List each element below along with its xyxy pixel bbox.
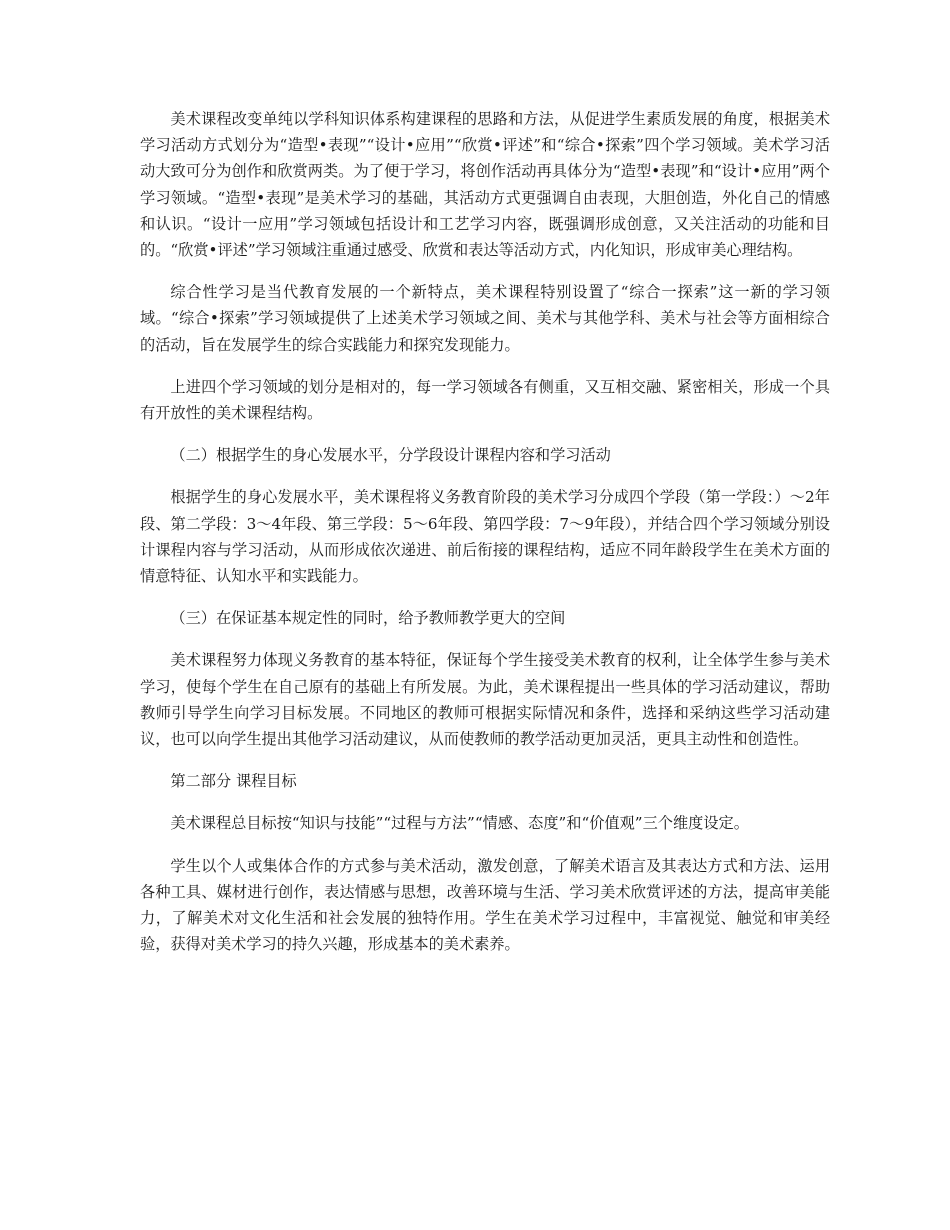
paragraph-student-goals: 学生以个人或集体合作的方式参与美术活动，激发创意，了解美术语言及其表达方式和方法、运用各种工具、媒材进行创作，表达情感与思想，改善环境与生活、学习美术欣赏评述的方法，提高审美能力，了解美术对文化生活和社会发展的独特作用。学生在美术学习过程中，丰富视觉、触觉和审美经验，获得对美术学习的持久兴趣，形成基本的美术素养。 <box>140 856 830 954</box>
document-page <box>140 106 830 973</box>
paragraph-teacher-space: 美术课程努力体现义务教育的基本特征，保证每个学生接受美术教育的权利，让全体学生参与美术学习，使每个学生在自己原有的基础上有所发展。为此，美术课程提出一些具体的学习活动建议，帮助教师引导学生向学习目标发展。不同地区的教师可根据实际情况和条件，选择和采纳这些学习活动建议，也可以向学生提出其他学习活动建议，从而使教师的教学活动更加灵活，更具主动性和创造性。 <box>140 651 830 749</box>
paragraph-overall-goals: 美术课程总目标按“知识与技能”“过程与方法”“情感、态度”和“价值观”三个维度设定。 <box>170 814 749 833</box>
paragraph-stage-design: 根据学生的身心发展水平，美术课程将义务教育阶段的美术学习分成四个学段（第一学段：）～2年段、第二学段：3～4年段、第三学段：5～6年段、第四学段：7～9年段），并结合四个学习领域分别设计课程内容与学习活动，从而形成依次递进、前后衔接的课程结构，适应不同年龄段学生在美术方面的情意特征、认知水平和实践能力。 <box>140 488 830 586</box>
section-heading-stages: （二）根据学生的身心发展水平，分学段设计课程内容和学习活动 <box>170 446 611 465</box>
section-heading-part-two: 第二部分 课程目标 <box>170 772 297 791</box>
section-heading-teacher-space: （三）在保证基本规定性的同时，给予教师教学更大的空间 <box>170 609 566 628</box>
paragraph-learning-domains: 美术课程改变单纯以学科知识体系构建课程的思路和方法，从促进学生素质发展的角度，根据美术学习活动方式划分为“造型•表现”“设计•应用”“欣赏•评述”和“综合•探索”四个学习领域。美术学习活动大致可分为创作和欣赏两类。为了便于学习，将创作活动再具体分为“造型•表现”和“设计•应用”两个学习领域。“造型•表现”是美术学习的基础，其活动方式更强调自由表现，大胆创造，外化自己的情感和认识。“设计一应用”学习领域包括设计和工艺学习内容，既强调形成创意，又关注活动的功能和目的。“欣赏•评述”学习领域注重通过感受、欣赏和表达等活动方式，内化知识，形成审美心理结构。 <box>140 110 830 260</box>
paragraph-integrated-learning: 综合性学习是当代教育发展的一个新特点，美术课程特别设置了“综合一探索”这一新的学习领域。“综合•探索”学习领域提供了上述美术学习领域之间、美术与其他学科、美术与社会等方面相综合的活动，旨在发展学生的综合实践能力和探究发现能力。 <box>140 283 830 354</box>
paragraph-domain-division: 上进四个学习领域的划分是相对的，每一学习领域各有侧重，又互相交融、紧密相关，形成一个具有开放性的美术课程结构。 <box>140 377 830 423</box>
